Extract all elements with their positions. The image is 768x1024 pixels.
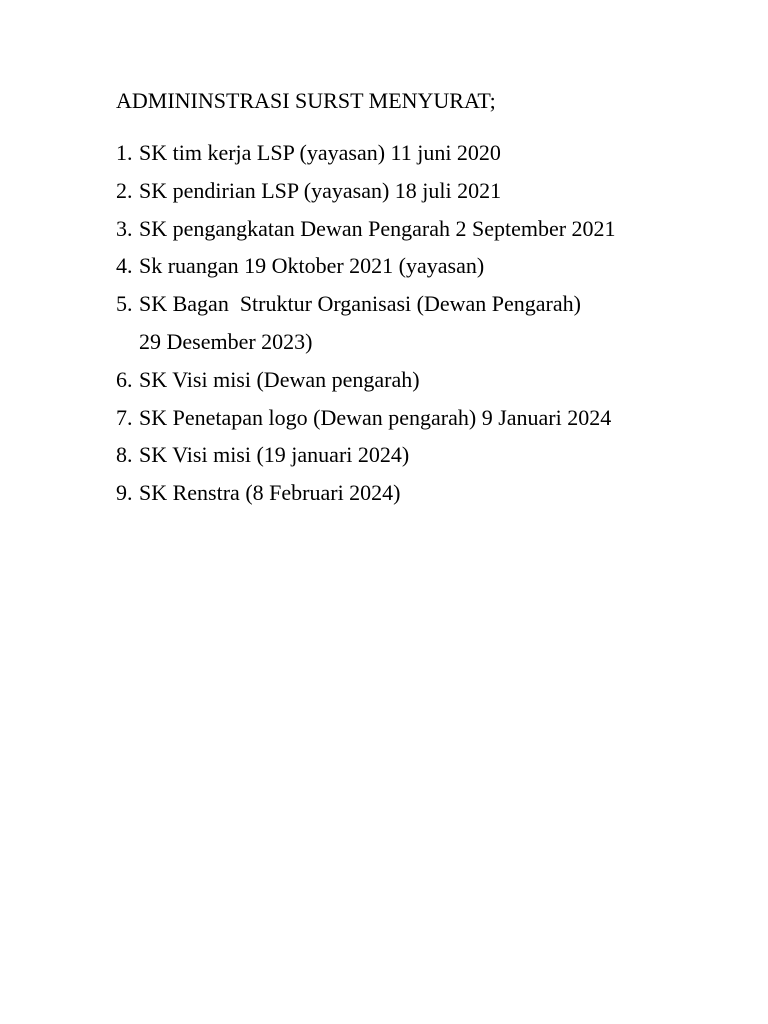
list-item-number: 9. [116, 480, 133, 506]
list-item [116, 134, 616, 172]
list-item [116, 285, 616, 361]
list-item-text-block [139, 285, 581, 361]
list-item-number: 8. [116, 442, 133, 468]
list-item-number: 7. [116, 404, 133, 430]
list-item-number: 1. [116, 140, 133, 165]
list-item-text-continuation: 29 Desember 2023) [139, 328, 313, 354]
list-item-text: Sk ruangan 19 Oktober 2021 (yayasan) [139, 253, 485, 279]
list-item-text: SK pengangkatan Dewan Pengarah 2 September 2021 [139, 215, 616, 241]
list-item-text: SK tim kerja LSP (yayasan) 11 juni 2020 [139, 140, 501, 165]
document-list [116, 134, 616, 512]
list-item-text: SK Penetapan logo (Dewan pengarah) 9 Januari 2024 [139, 404, 612, 430]
list-item [116, 210, 616, 248]
list-item-text: SK Bagan Struktur Organisasi (Dewan Pengarah) [139, 291, 581, 317]
list-item-text: SK pendirian LSP (yayasan) 18 juli 2021 [139, 177, 502, 203]
list-item-number: 4. [116, 253, 133, 279]
list-item [116, 474, 616, 512]
list-item-number: 6. [116, 366, 133, 392]
list-item-text: SK Renstra (8 Februari 2024) [139, 480, 401, 506]
list-item [116, 172, 616, 210]
list-item-text: SK Visi misi (Dewan pengarah) [139, 366, 420, 392]
list-item-text: SK Visi misi (19 januari 2024) [139, 442, 410, 468]
list-item [116, 247, 616, 285]
document-title: ADMININSTRASI SURST MENYURAT; [116, 88, 496, 113]
list-item-number: 5. [116, 291, 133, 317]
list-item [116, 399, 616, 437]
list-item [116, 361, 616, 399]
list-item-number: 2. [116, 177, 133, 203]
list-item-number: 3. [116, 215, 133, 241]
list-item [116, 436, 616, 474]
